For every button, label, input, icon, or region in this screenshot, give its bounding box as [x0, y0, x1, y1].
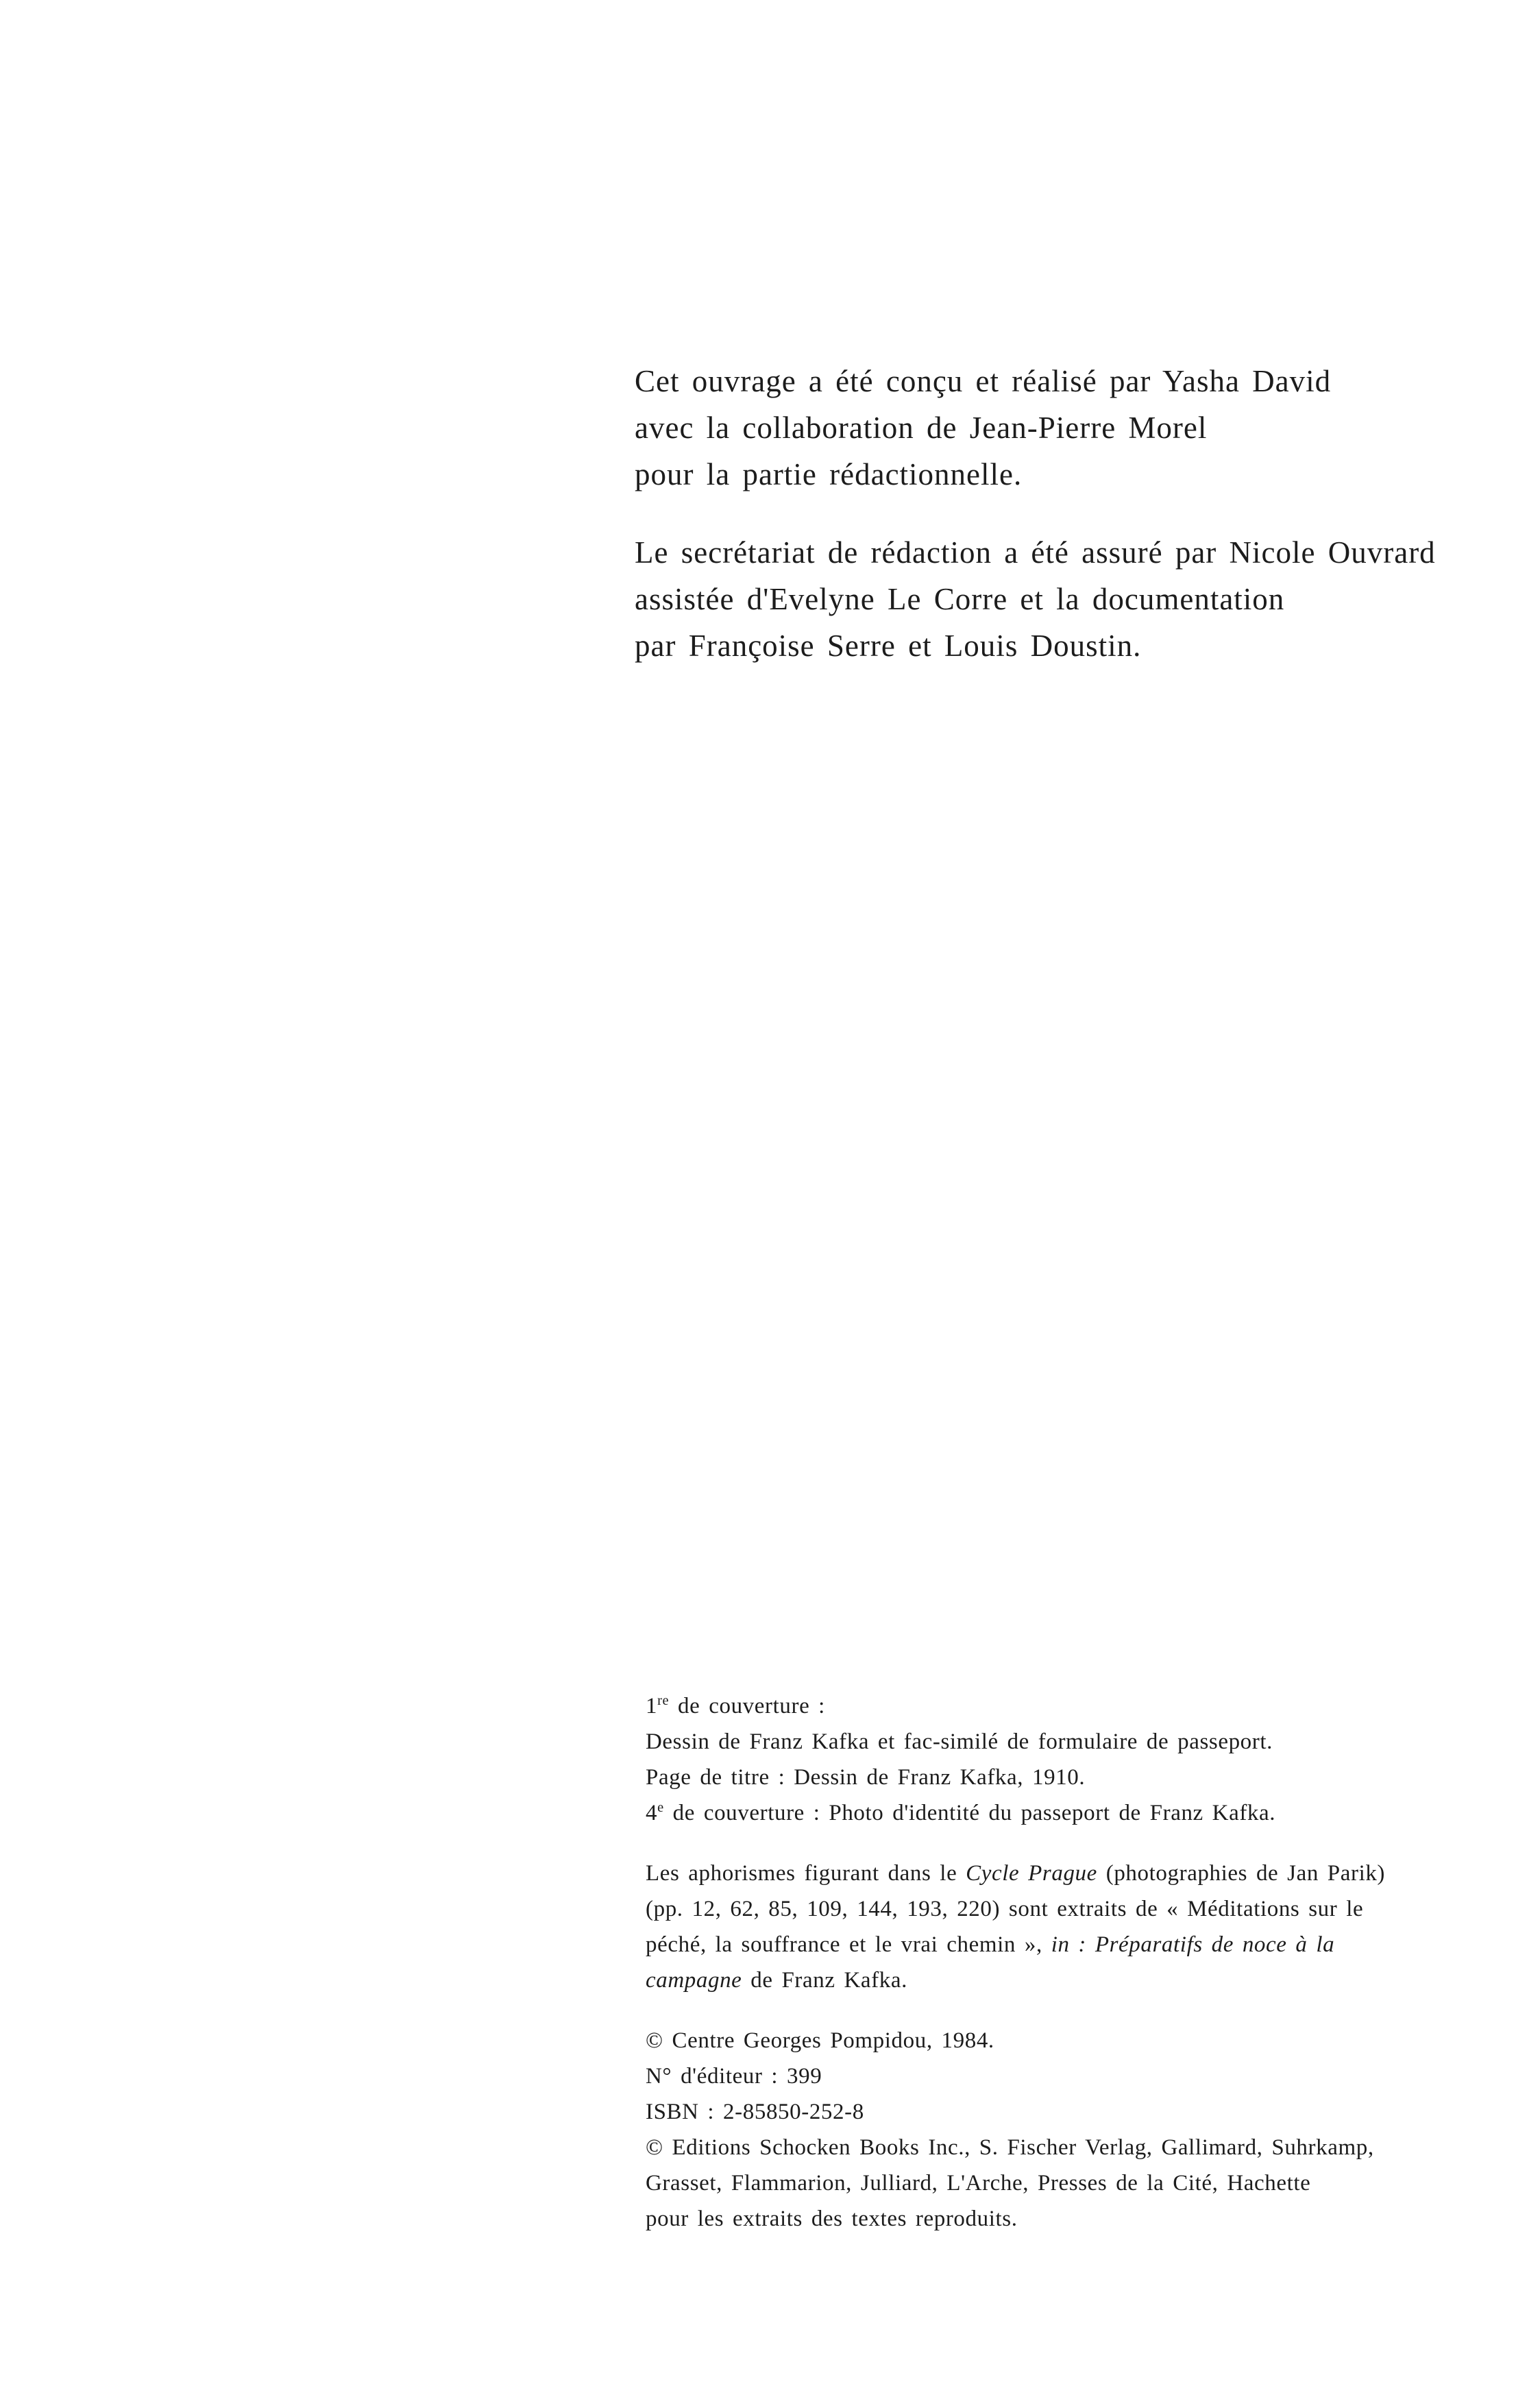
credits-line: Le secrétariat de rédaction a été assuré par Nicole Ouvrard: [635, 535, 1436, 570]
first-cover-description: Dessin de Franz Kafka et fac-similé de formulaire de passeport.: [646, 1729, 1273, 1754]
credits-paragraph-design: [635, 358, 1457, 498]
copyright-line: pour les extraits des textes reproduits.: [646, 2206, 1018, 2231]
aphorisms-line: (pp. 12, 62, 85, 109, 144, 193, 220) sont extraits de « Méditations sur le: [646, 1897, 1364, 1921]
first-cover-superscript: re: [657, 1693, 670, 1708]
copyright-notice: [646, 2023, 1468, 2237]
aphorisms-text: de Franz Kafka.: [742, 1968, 907, 1993]
aphorisms-text: Les aphorismes figurant dans le: [646, 1861, 966, 1886]
aphorisms-text: péché, la souffrance et le vrai chemin »,: [646, 1932, 1051, 1957]
publisher-number: N° d'éditeur : 399: [646, 2064, 822, 2089]
credits-paragraph-editorial: [635, 529, 1457, 669]
first-cover-number: 1: [646, 1694, 658, 1718]
credits-line: pour la partie rédactionnelle.: [635, 457, 1023, 491]
aphorisms-line: [646, 1856, 1468, 1891]
cover-notes: [646, 1688, 1468, 1831]
first-cover-heading: [646, 1688, 1468, 1724]
copyright-line: Grasset, Flammarion, Julliard, L'Arche, Presses de la Cité, Hachette: [646, 2171, 1311, 2196]
credits-section: [635, 358, 1457, 669]
aphorisms-text: (photographies de Jan Parik): [1097, 1861, 1386, 1886]
credits-line: assistée d'Evelyne Le Corre et la documentation: [635, 582, 1285, 616]
first-cover-label: de couverture :: [669, 1694, 825, 1718]
cycle-title: Cycle Prague: [966, 1861, 1097, 1886]
copyright-line: © Editions Schocken Books Inc., S. Fischer Verlag, Gallimard, Suhrkamp,: [646, 2135, 1374, 2160]
source-title: campagne: [646, 1968, 742, 1993]
back-cover-number: 4: [646, 1801, 658, 1825]
aphorisms-line: [646, 1927, 1468, 1962]
credits-line: avec la collaboration de Jean-Pierre Morel: [635, 411, 1208, 445]
credits-line: par Françoise Serre et Louis Doustin.: [635, 629, 1142, 663]
aphorisms-line: [646, 1962, 1468, 1998]
aphorisms-note: [646, 1856, 1468, 1998]
back-cover-text: de couverture : Photo d'identité du passeport de Franz Kafka.: [663, 1801, 1276, 1825]
publication-notes: [646, 1688, 1468, 2237]
title-page-description: Page de titre : Dessin de Franz Kafka, 1910.: [646, 1765, 1086, 1790]
back-cover-description: [646, 1795, 1468, 1831]
source-title: in : Préparatifs de noce à la: [1051, 1932, 1335, 1957]
copyright-line: © Centre Georges Pompidou, 1984.: [646, 2028, 994, 2053]
credits-line: Cet ouvrage a été conçu et réalisé par Yasha David: [635, 364, 1332, 398]
back-cover-superscript: e: [657, 1800, 664, 1815]
isbn: ISBN : 2-85850-252-8: [646, 2100, 864, 2124]
